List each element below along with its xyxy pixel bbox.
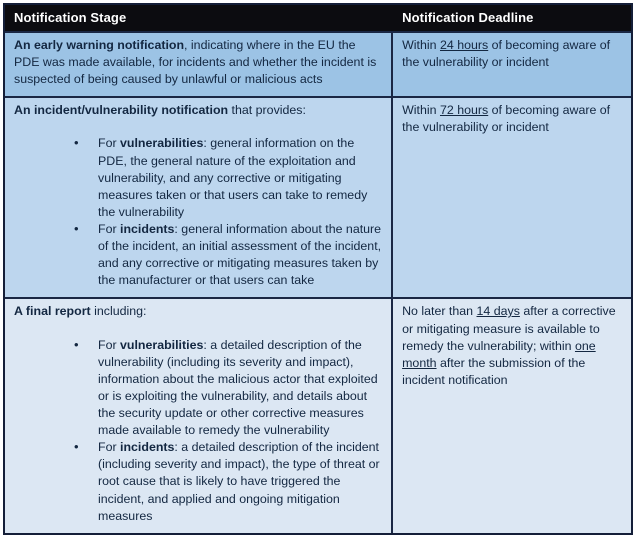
text-segment: : general information about the nature of the incident, an initial assessment of the incident, and any corrective or mitigating measures taken by the manufacturer or that users can take: [98, 221, 382, 288]
deadline-cell: [393, 98, 631, 297]
text-segment: , indicating where in the EU the PDE was made available, for incidents and whether the incident is suspected of being caused by unlawful or malicious acts: [14, 38, 377, 87]
header-cell-notification-stage: Notification Stage: [14, 10, 127, 25]
deadline-text: [402, 303, 623, 389]
stage-intro: [14, 102, 383, 119]
table-header-row: [5, 5, 631, 31]
text-segment: 14 days: [476, 304, 520, 319]
text-segment: Within: [402, 103, 440, 118]
table-row: [5, 297, 631, 532]
text-segment: of becoming aware of the vulnerability or incident: [402, 103, 611, 135]
text-segment: one month: [402, 338, 596, 370]
text-segment: For: [98, 221, 121, 236]
text-segment: that provides:: [228, 103, 306, 118]
table-row: [5, 96, 631, 297]
text-segment: An incident/vulnerability notification: [14, 103, 229, 118]
table-body: [5, 31, 631, 533]
header-cell-notification-deadline: Notification Deadline: [402, 10, 534, 25]
notifications-table: [3, 3, 633, 535]
text-segment: No later than: [402, 304, 477, 319]
text-segment: 72 hours: [439, 103, 489, 118]
deadline-cell: [393, 33, 631, 96]
bullet-item: [14, 135, 383, 221]
text-segment: For: [98, 136, 121, 151]
text-segment: vulnerabilities: [120, 337, 204, 352]
text-segment: after the submission of the incident notification: [402, 355, 586, 387]
text-segment: vulnerabilities: [120, 136, 204, 151]
deadline-text: [402, 37, 623, 71]
text-segment: incidents: [120, 221, 175, 236]
text-segment: 24 hours: [439, 38, 489, 52]
text-segment: For: [98, 440, 121, 455]
text-segment: A final report: [14, 304, 91, 319]
stage-cell: [5, 299, 393, 532]
stage-intro: [14, 37, 383, 88]
text-segment: : a detailed description of the vulnerability (including its severity and impact), information about the malicious actor that exploited or is exploiting the vulnerability, and details about the security update or other corrective measures made available to remedy the vulnerability: [98, 337, 378, 438]
text-segment: after a corrective or mitigating measure is available to remedy the vulnerability; within: [402, 304, 616, 353]
stage-intro: [14, 303, 383, 320]
text-segment: including:: [90, 304, 147, 319]
bullet-item: [14, 439, 383, 525]
bullet-item: [14, 221, 383, 289]
bullet-list: [14, 337, 383, 525]
text-segment: incidents: [120, 440, 175, 455]
text-segment: : a detailed description of the incident (including severity and impact), the type of threat or root cause that is likely to have triggered the incident, and applied and ongoing mitigation measures: [98, 440, 380, 523]
bullet-item: [14, 337, 383, 440]
stage-cell: [5, 33, 393, 96]
table-row: [5, 31, 631, 96]
stage-cell: [5, 98, 393, 297]
text-segment: For: [98, 337, 121, 352]
deadline-cell: [393, 299, 631, 532]
bullet-list: [14, 135, 383, 289]
text-segment: of becoming aware of the vulnerability or incident: [402, 38, 611, 70]
text-segment: An early warning notification: [14, 38, 185, 52]
text-segment: : general information on the PDE, the general nature of the exploitation and vulnerability, and any corrective or mitigating measures taken or that users can take to remedy the vulnerability: [98, 136, 368, 219]
deadline-text: [402, 102, 623, 136]
text-segment: Within: [402, 38, 440, 52]
